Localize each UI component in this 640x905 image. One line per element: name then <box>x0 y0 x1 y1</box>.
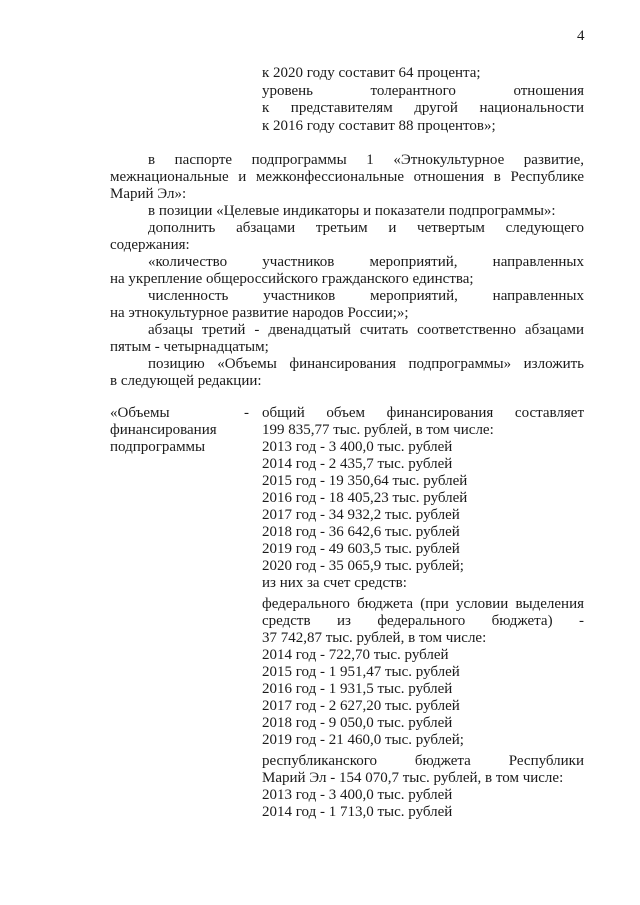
table-line: 2020 год - 35 065,9 тыс. рублей; <box>262 558 464 574</box>
table-line: федерального бюджета (при условии выделения <box>262 596 584 612</box>
text-line: на этнокультурное развитие народов России;»; <box>110 305 409 321</box>
table-line: Марий Эл - 154 070,7 тыс. рублей, в том числе: <box>262 770 564 786</box>
table-line: из них за счет средств: <box>262 575 407 591</box>
text-line: Марий Эл»: <box>110 186 187 202</box>
table-line: 2016 год - 18 405,23 тыс. рублей <box>262 490 468 506</box>
text-line: на укрепление общероссийского гражданского единства; <box>110 271 474 287</box>
text-line: к 2020 году составит 64 процента; <box>262 65 481 81</box>
table-line: 2019 год - 21 460,0 тыс. рублей; <box>262 732 464 748</box>
table-line: 199 835,77 тыс. рублей, в том числе: <box>262 422 494 438</box>
text-line: «количество участников мероприятий, направленных <box>148 254 584 270</box>
text-line: абзацы третий - двенадцатый считать соответственно абзацами <box>148 322 584 338</box>
text-line: уровень толерантного отношения <box>262 83 584 99</box>
text-line: в следующей редакции: <box>110 373 262 389</box>
text-line: дополнить абзацами третьим и четвертым следующего <box>148 220 584 236</box>
text-line: позицию «Объемы финансирования подпрограммы» изложить <box>148 356 584 372</box>
table-left-label: финансирования <box>110 422 217 438</box>
text-line: к представителям другой национальности <box>262 100 584 116</box>
table-line: 2016 год - 1 931,5 тыс. рублей <box>262 681 453 697</box>
table-line: 2014 год - 722,70 тыс. рублей <box>262 647 449 663</box>
table-line: республиканского бюджета Республики <box>262 753 584 769</box>
table-line: 2013 год - 3 400,0 тыс. рублей <box>262 787 453 803</box>
table-line: 2015 год - 1 951,47 тыс. рублей <box>262 664 460 680</box>
text-line: в паспорте подпрограммы 1 «Этнокультурное развитие, <box>148 152 584 168</box>
table-dash: - <box>244 405 249 421</box>
table-left-label: «Объемы <box>110 405 170 421</box>
table-line: 2018 год - 36 642,6 тыс. рублей <box>262 524 460 540</box>
table-line: 2017 год - 34 932,2 тыс. рублей <box>262 507 460 523</box>
text-line: пятым - четырнадцатым; <box>110 339 269 355</box>
table-line: 2015 год - 19 350,64 тыс. рублей <box>262 473 468 489</box>
table-line: 2018 год - 9 050,0 тыс. рублей <box>262 715 453 731</box>
table-line: 37 742,87 тыс. рублей, в том числе: <box>262 630 487 646</box>
text-line: в позиции «Целевые индикаторы и показатели подпрограммы»: <box>148 203 556 219</box>
table-line: 2017 год - 2 627,20 тыс. рублей <box>262 698 460 714</box>
table-line: 2014 год - 1 713,0 тыс. рублей <box>262 804 453 820</box>
table-line: средств из федерального бюджета) - <box>262 613 584 629</box>
text-line: численность участников мероприятий, направленных <box>148 288 584 304</box>
table-left-label: подпрограммы <box>110 439 206 455</box>
page-number: 4 <box>577 28 585 44</box>
text-line: межнациональные и межконфессиональные отношения в Республике <box>110 169 584 185</box>
text-line: содержания: <box>110 237 190 253</box>
table-line: 2014 год - 2 435,7 тыс. рублей <box>262 456 453 472</box>
table-line: общий объем финансирования составляет <box>262 405 584 421</box>
table-line: 2013 год - 3 400,0 тыс. рублей <box>262 439 453 455</box>
text-line: к 2016 году составит 88 процентов»; <box>262 118 496 134</box>
table-line: 2019 год - 49 603,5 тыс. рублей <box>262 541 460 557</box>
